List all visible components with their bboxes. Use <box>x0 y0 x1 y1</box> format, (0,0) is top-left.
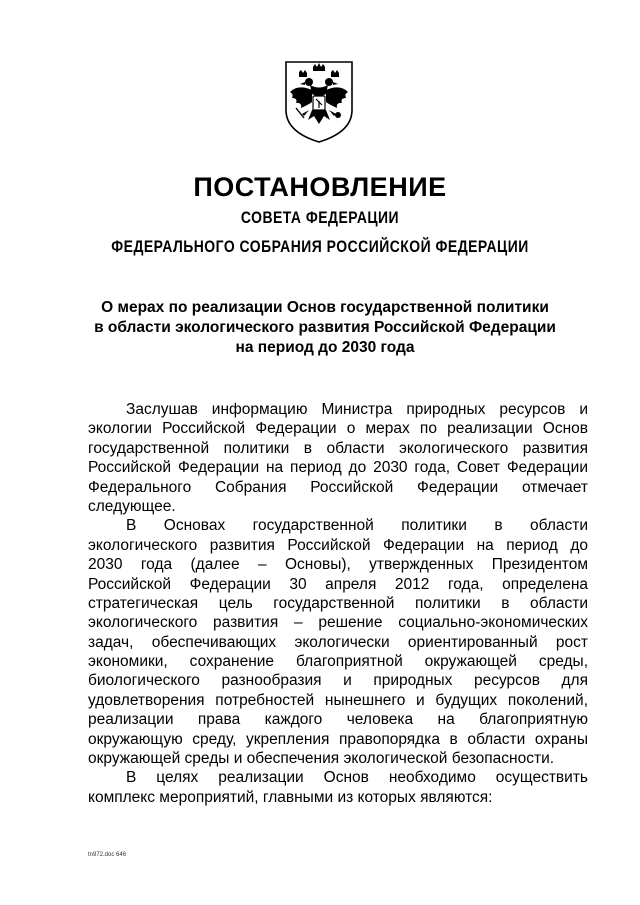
body-line: реализации права каждого человека на благоприятную <box>88 711 588 729</box>
body-line: В целях реализации Основ необходимо осуществить <box>126 769 588 787</box>
body-line: Федерального Собрания Российской Федерации отмечает <box>88 478 588 496</box>
body-line: окружающей среды и обеспечения экологической безопасности. <box>88 750 555 768</box>
body-line: Российской Федерации 30 апреля 2012 года, определена <box>88 575 588 593</box>
file-reference: tn972.doc 646 <box>88 852 127 858</box>
russian-coat-of-arms-icon <box>282 58 356 144</box>
resolution-body <box>88 400 588 807</box>
body-line: 2030 года (далее – Основы), утвержденных Президентом <box>88 556 588 574</box>
body-line: окружающую среду, укрепления правопорядка в области охраны <box>88 730 588 748</box>
issuer-line-1: СОВЕТА ФЕДЕРАЦИИ <box>240 208 400 227</box>
body-line: государственной политики в области экологического развития <box>88 439 588 457</box>
body-line: стратегическая цель государственной политики в области <box>88 594 588 612</box>
coat-of-arms-emblem <box>282 58 356 144</box>
body-line: экологического развития – решение социально-экономических <box>88 614 588 632</box>
body-line: комплекс мероприятий, главными из которых являются: <box>88 788 493 806</box>
document-type-title: ПОСТАНОВЛЕНИЕ <box>193 172 447 202</box>
body-line: биологического разнообразия и природных ресурсов для <box>88 672 588 690</box>
issuer-line-2: ФЕДЕРАЛЬНОГО СОБРАНИЯ РОССИЙСКОЙ ФЕДЕРАЦИИ <box>111 237 529 256</box>
body-line: удовлетворения потребностей нынешнего и будущих поколений, <box>88 691 588 709</box>
body-line: экологического развития Российской Федерации на период до <box>88 536 588 554</box>
body-line: Заслушав информацию Министра природных ресурсов и <box>126 401 588 418</box>
body-line: задач, обеспечивающих экологически ориентированный рост <box>88 633 588 651</box>
body-line: В Основах государственной политики в области <box>126 517 588 535</box>
body-line: Российской Федерации на период до 2030 года, Совет Федерации <box>88 459 588 477</box>
body-line: следующее. <box>88 497 176 515</box>
body-line: экономики, сохранение благоприятной окружающей среды, <box>88 653 588 671</box>
resolution-heading <box>60 298 590 358</box>
heading-line: на период до 2030 года <box>235 339 415 356</box>
heading-line: О мерах по реализации Основ государственной политики <box>101 299 549 316</box>
body-line: экологии Российской Федерации о мерах по реализации Основ <box>88 420 588 438</box>
heading-line: в области экологического развития Российской Федерации <box>94 319 556 336</box>
